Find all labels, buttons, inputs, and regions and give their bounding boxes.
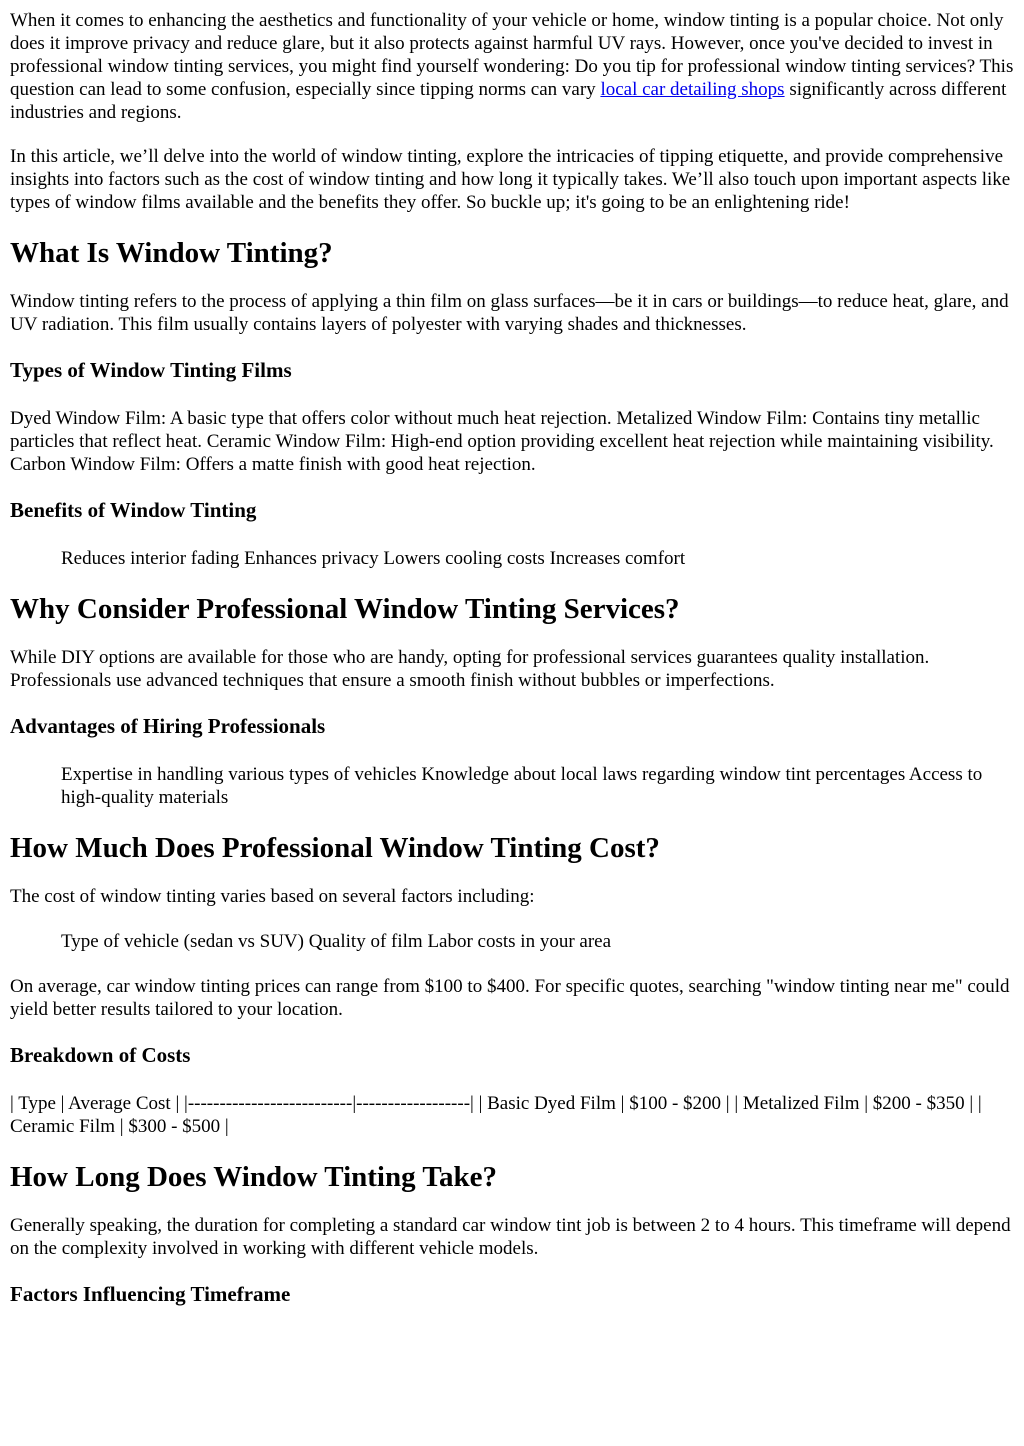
local-car-detailing-link[interactable]: local car detailing shops — [600, 79, 785, 100]
breakdown-paragraph: | Type | Average Cost | |--------------------------|------------------| | Basic Dyed Film | $100 - $200 | | Metalized Film | $200 - $350 | | Ceramic Film | $300 - $500 | — [10, 1093, 982, 1137]
intro-text-1a: When it comes to enhancing the aesthetics and functionality of your vehicle or home, window tinting is a popular choice. Not only does it improve privacy and reduce glare, but it also protects against harmful UV rays. However, once you've decided to invest in professional window tinting services, you might find yourself wondering: Do you tip for professional window tinting services? This question can lead to some confusion, especially since tipping norms can vary — [10, 10, 1014, 100]
heading-advantages: Advantages of Hiring Professionals — [10, 714, 326, 738]
heading-benefits: Benefits of Window Tinting — [10, 498, 257, 522]
duration-paragraph: Generally speaking, the duration for completing a standard car window tint job is between 2 to 4 hours. This timeframe will depend on the complexity involved in working with different vehicle models. — [10, 1215, 1011, 1259]
cost-average-paragraph: On average, car window tinting prices can range from $100 to $400. For specific quotes, searching "window tinting near me" could yield better results tailored to your location. — [10, 976, 1010, 1020]
intro-paragraph-2: In this article, we’ll delve into the world of window tinting, explore the intricacies of tipping etiquette, and provide comprehensive insights into factors such as the cost of window tinting and how long it typically takes. We’ll also touch upon important aspects like types of window films available and the benefits they offer. So buckle up; it's going to be an enlightening ride! — [10, 146, 1011, 213]
what-is-paragraph: Window tinting refers to the process of applying a thin film on glass surfaces—be it in cars or buildings—to reduce heat, glare, and UV radiation. This film usually contains layers of polyester with varying shades and thicknesses. — [10, 291, 1009, 335]
types-paragraph: Dyed Window Film: A basic type that offers color without much heat rejection. Metalized Window Film: Contains tiny metallic particles that reflect heat. Ceramic Window Film: High-end option providing excellent heat rejection while maintaining visibility. Carbon Window Film: Offers a matte finish with good heat rejection. — [10, 408, 994, 475]
benefits-quote: Reduces interior fading Enhances privacy Lowers cooling costs Increases comfort — [61, 548, 686, 569]
heading-duration: How Long Does Window Tinting Take? — [10, 1161, 498, 1193]
cost-paragraph: The cost of window tinting varies based on several factors including: — [10, 886, 535, 907]
intro-text-1b: significantly across different industries and regions. — [10, 79, 1007, 123]
why-professional-paragraph: While DIY options are available for those who are handy, opting for professional services guarantees quality installation. Professionals use advanced techniques that ensure a smooth finish without bubbles or imperfections. — [10, 647, 930, 691]
heading-what-is-window-tinting: What Is Window Tinting? — [10, 237, 333, 269]
advantages-quote: Expertise in handling various types of vehicles Knowledge about local laws regarding window tint percentages Access to high-quality materials — [61, 764, 983, 808]
heading-why-professional: Why Consider Professional Window Tinting Services? — [10, 593, 680, 625]
cost-factors-quote: Type of vehicle (sedan vs SUV) Quality of film Labor costs in your area — [61, 931, 612, 952]
heading-factors-timeframe: Factors Influencing Timeframe — [10, 1282, 291, 1306]
heading-cost: How Much Does Professional Window Tinting Cost? — [10, 832, 660, 864]
heading-breakdown: Breakdown of Costs — [10, 1043, 191, 1067]
heading-types-of-films: Types of Window Tinting Films — [10, 358, 292, 382]
intro-paragraph-1 — [10, 9, 1014, 124]
